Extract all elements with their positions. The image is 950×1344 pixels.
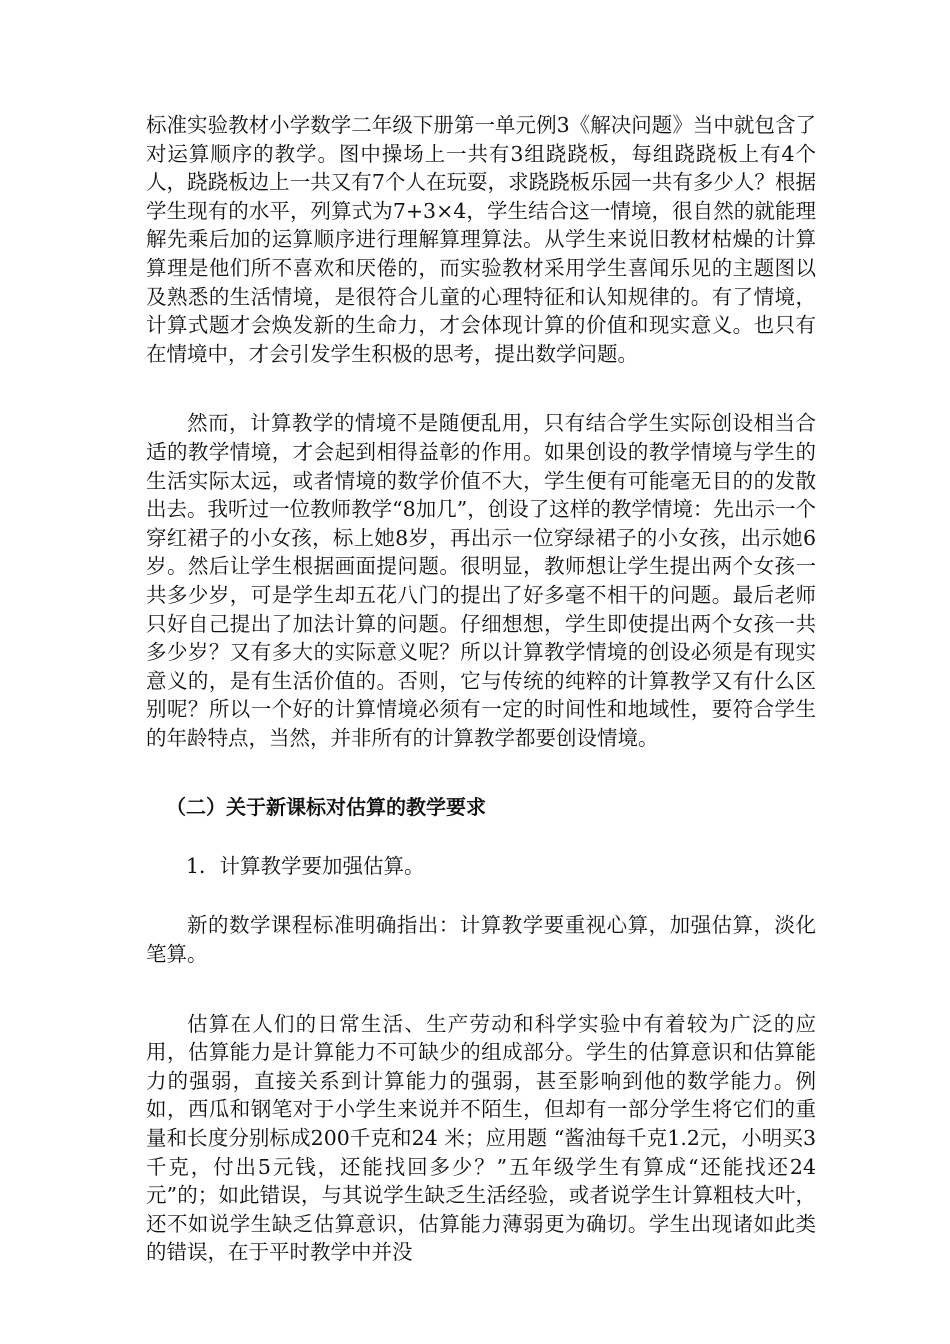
section-heading: （二）关于新课标对估算的教学要求 (166, 795, 486, 820)
paragraph-estimation: 估算在人们的日常生活、生产劳动和科学实验中有着较为广泛的应用，估算能力是计算能力不可缺少的组成部分。学生的估算意识和估算能力的强弱，直接关系到计算能力的强弱，甚至影响到他的数学能力。例如，西瓜和钢笔对于小学生来说并不陌生，但却有一部分学生将它们的重量和长度分别标成200千克和24 米；应用题 “酱油每千克1.2元，小明买3千克，付出5元钱，还能找回多少？”五年级学生有算成“还能找还24元”的；如此错误，与其说学生缺乏生活经验，或者说学生计算粗枝大叶，还不如说学生缺乏估算意识，估算能力薄弱更为确切。学生出现诸如此类的错误，在于平时教学中并没 (146, 1011, 816, 1265)
paragraph-curriculum-standard: 新的数学课程标准明确指出：计算教学要重视心算，加强估算，淡化笔算。 (146, 913, 816, 967)
paragraph-operation-order: 标准实验教材小学数学二年级下册第一单元例3《解决问题》当中就包含了对运算顺序的教学。图中操场上一共有3组跷跷板，每组跷跷板上有4个人，跷跷板边上一共又有7个人在玩耍，求跷跷板乐园一共有多少人？根据学生现有的水平，列算式为7+3×4，学生结合这一情境，很自然的就能理解先乘后加的运算顺序进行理解算理算法。从学生来说旧教材枯燥的计算算理是他们所不喜欢和厌倦的，而实验教材采用学生喜闻乐见的主题图以及熟悉的生活情境，是很符合儿童的心理特征和认知规律的。有了情境，计算式题才会焕发新的生命力，才会体现计算的价值和现实意义。也只有在情境中，才会引发学生积极的思考，提出数学问题。 (146, 113, 816, 366)
subsection-heading: 1．计算教学要加强估算。 (186, 854, 425, 879)
paragraph-teaching-situation: 然而，计算教学的情境不是随便乱用，只有结合学生实际创设相当合适的教学情境，才会起到相得益彰的作用。如果创设的教学情境与学生的生活实际太远，或者情境的数学价值不大，学生便有可能毫无目的的发散出去。我听过一位教师教学“8加几”，创设了这样的教学情境：先出示一个穿红裙子的小女孩，标上她8岁，再出示一位穿绿裙子的小女孩，出示她6岁。然后让学生根据画面提问题。很明显，教师想让学生提出两个女孩一共多少岁，可是学生却五花八门的提出了好多毫不相干的问题。最后老师只好自己提出了加法计算的问题。仔细想想，学生即使提出两个女孩一共多少岁？又有多大的实际意义呢？所以计算教学情境的创设必须是有现实意义的，是有生活价值的。否则，它与传统的纯粹的计算教学又有什么区别呢？所以一个好的计算情境必须有一定的时间性和地域性，要符合学生的年龄特点，当然，并非所有的计算教学都要创设情境。 (146, 411, 816, 750)
text-column (146, 111, 816, 1267)
